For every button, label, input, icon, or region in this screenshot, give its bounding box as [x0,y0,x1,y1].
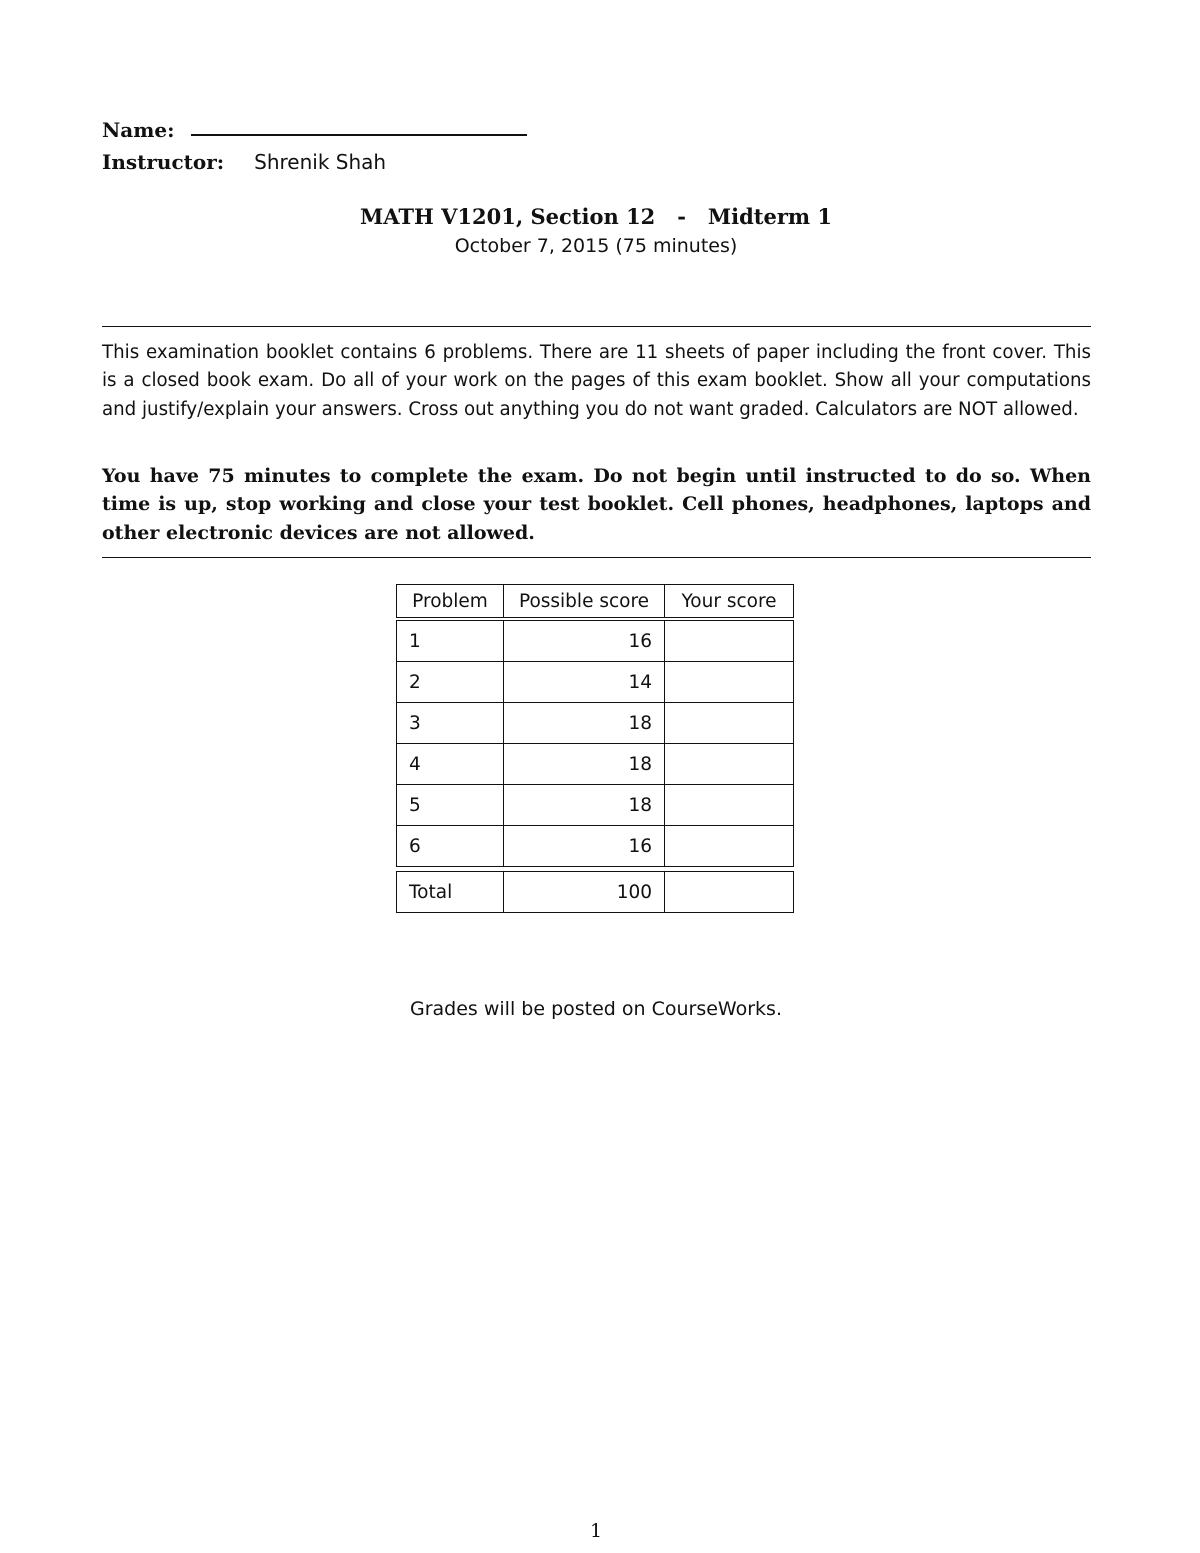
instructor-row [102,150,386,174]
table-row [396,784,794,825]
problem-number: 6 [396,825,503,866]
total-your-score-cell[interactable] [664,871,794,913]
possible-score: 18 [503,702,664,743]
possible-score: 18 [503,784,664,825]
your-score-cell[interactable] [664,661,794,702]
possible-score: 18 [503,743,664,784]
possible-score: 16 [503,620,664,661]
score-table [396,584,794,913]
exam-date: October 7, 2015 (75 minutes) [454,235,738,257]
table-row [396,743,794,784]
header-your-score: Your score [664,584,794,617]
page-number: 1 [589,1520,603,1542]
name-label: Name: [102,118,175,142]
problem-number: 2 [396,661,503,702]
problem-number: 5 [396,784,503,825]
your-score-cell[interactable] [664,620,794,661]
table-header-row [396,584,794,617]
table-row [396,702,794,743]
instructor-name: Shrenik Shah [254,150,387,174]
your-score-cell[interactable] [664,743,794,784]
name-blank-line[interactable] [191,114,527,136]
header-problem: Problem [396,584,503,617]
possible-score: 14 [503,661,664,702]
problem-number: 3 [396,702,503,743]
instructions-paragraph: This examination booklet contains 6 problems. There are 11 sheets of paper including the front cover. This is a closed book exam. Do all of your work on the pages of this exam booklet. Show all your computations and justify/explain your answers. Cross out anything you do not want graded. Calculators are NOT allowed. [102,342,1091,420]
your-score-cell[interactable] [664,784,794,825]
total-row [396,871,794,913]
bottom-divider [102,557,1091,558]
possible-score: 16 [503,825,664,866]
table-row [396,825,794,866]
total-label: Total [396,871,503,913]
table-row [396,620,794,661]
name-row [102,112,527,142]
total-possible-score: 100 [503,871,664,913]
instructor-label: Instructor: [102,150,225,174]
grades-note: Grades will be posted on CourseWorks. [410,998,782,1020]
problem-number: 4 [396,743,503,784]
warning-paragraph: You have 75 minutes to complete the exam. Do not begin until instructed to do so. When time is up, stop working and close your test booklet. Cell phones, headphones, laptops and other electronic devices are not allowed. [102,465,1091,544]
table-row [396,661,794,702]
header-possible-score: Possible score [503,584,664,617]
problem-number: 1 [396,620,503,661]
top-divider [102,326,1091,327]
your-score-cell[interactable] [664,702,794,743]
exam-title: MATH V1201, Section 12 - Midterm 1 [359,204,833,229]
your-score-cell[interactable] [664,825,794,866]
